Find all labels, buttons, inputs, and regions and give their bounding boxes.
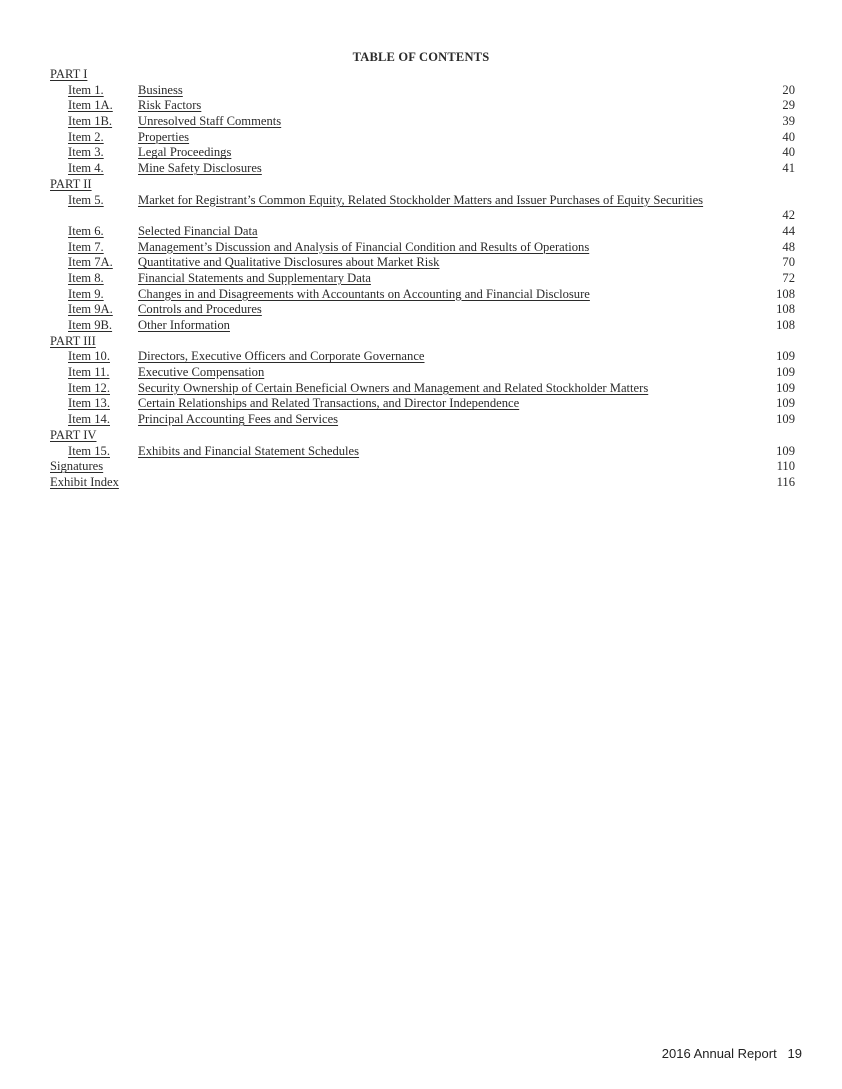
part-heading-2[interactable] <box>50 177 795 193</box>
part-link[interactable]: PART I <box>50 67 88 81</box>
part-heading-4[interactable] <box>50 428 795 444</box>
toc-row-exhibit-index[interactable] <box>50 475 795 491</box>
exhibit-index-link[interactable]: Exhibit Index <box>50 474 119 489</box>
item-title-link[interactable]: Properties <box>138 129 190 144</box>
item-number-link[interactable]: Item 9B. <box>68 318 113 333</box>
item-number-link[interactable]: Item 1B. <box>68 114 113 129</box>
toc-row[interactable] <box>50 302 795 318</box>
item-number-link[interactable]: Item 14. <box>68 412 110 427</box>
toc-row[interactable] <box>50 444 795 460</box>
item-number-link[interactable]: Item 6. <box>68 223 104 238</box>
item-title-link[interactable]: Market for Registrant’s Common Equity, Related Stockholder Matters and Issuer Purchases of Equity Securities <box>138 192 704 207</box>
part-heading-3[interactable] <box>50 334 795 350</box>
toc-row[interactable] <box>50 240 795 256</box>
item-title-link[interactable]: Executive Compensation <box>138 365 265 380</box>
part-link[interactable]: PART IV <box>50 427 97 442</box>
item-number-link[interactable]: Item 15. <box>68 443 110 458</box>
page-number: 108 <box>776 302 795 317</box>
item-number-link[interactable]: Item 10. <box>68 349 110 364</box>
footer-report-label: 2016 Annual Report <box>661 1046 777 1061</box>
page-number: 109 <box>776 443 795 458</box>
item-number-link[interactable]: Item 1. <box>68 82 104 97</box>
item-title-link[interactable]: Legal Proceedings <box>138 145 232 160</box>
page-number: 72 <box>782 270 795 285</box>
toc-row[interactable] <box>50 365 795 381</box>
item-title-link[interactable]: Other Information <box>138 318 230 333</box>
item-title-link[interactable]: Certain Relationships and Related Transactions, and Director Independence <box>138 396 520 411</box>
item-title-link[interactable]: Exhibits and Financial Statement Schedules <box>138 443 360 458</box>
item-title-link[interactable]: Business <box>138 82 183 97</box>
item-number-link[interactable]: Item 12. <box>68 380 110 395</box>
signatures-link[interactable]: Signatures <box>50 459 104 474</box>
item-number-link[interactable]: Item 5. <box>68 192 104 207</box>
page-number: 70 <box>782 255 795 270</box>
toc-row[interactable] <box>50 381 795 397</box>
page-number: 110 <box>776 459 795 474</box>
item-title-link[interactable]: Management’s Discussion and Analysis of Financial Condition and Results of Operations <box>138 239 590 254</box>
page-number: 108 <box>776 286 795 301</box>
part-link[interactable]: PART III <box>50 333 96 348</box>
item-title-link[interactable]: Selected Financial Data <box>138 223 258 238</box>
item-title-link[interactable]: Controls and Procedures <box>138 302 262 317</box>
page-number: 42 <box>782 208 795 223</box>
toc-row-signatures[interactable] <box>50 459 795 475</box>
toc-row[interactable] <box>50 193 795 224</box>
item-number-link[interactable]: Item 4. <box>68 161 104 176</box>
item-title-link[interactable]: Security Ownership of Certain Beneficial Owners and Management and Related Stockholder Matters <box>138 380 649 395</box>
toc-row[interactable] <box>50 83 795 99</box>
page-number: 109 <box>776 396 795 411</box>
page-number: 108 <box>776 318 795 333</box>
item-number-link[interactable]: Item 13. <box>68 396 110 411</box>
page-number: 109 <box>776 380 795 395</box>
table-of-contents <box>50 67 795 491</box>
toc-row[interactable] <box>50 161 795 177</box>
page-footer <box>662 1046 802 1061</box>
toc-row[interactable] <box>50 114 795 130</box>
item-title-link[interactable]: Risk Factors <box>138 98 202 113</box>
part-link[interactable]: PART II <box>50 176 92 191</box>
item-number-link[interactable]: Item 8. <box>68 270 104 285</box>
part-heading-1[interactable] <box>50 67 795 83</box>
item-number-link[interactable]: Item 3. <box>68 145 104 160</box>
toc-heading: TABLE OF CONTENTS <box>352 50 490 64</box>
page-number: 40 <box>782 129 795 144</box>
item-title-link[interactable]: Principal Accounting Fees and Services <box>138 412 339 427</box>
toc-row[interactable] <box>50 412 795 428</box>
toc-row[interactable] <box>50 271 795 287</box>
page-number: 109 <box>776 365 795 380</box>
item-number-link[interactable]: Item 7. <box>68 239 104 254</box>
page-number: 29 <box>782 98 795 113</box>
toc-row[interactable] <box>50 98 795 114</box>
item-title-link[interactable]: Quantitative and Qualitative Disclosures about Market Risk <box>138 255 440 270</box>
toc-row[interactable] <box>50 255 795 271</box>
toc-row[interactable] <box>50 349 795 365</box>
page-number: 39 <box>782 114 795 129</box>
page-number: 20 <box>782 82 795 97</box>
toc-row[interactable] <box>50 145 795 161</box>
item-title-link[interactable]: Directors, Executive Officers and Corporate Governance <box>138 349 425 364</box>
item-title-link[interactable]: Changes in and Disagreements with Accountants on Accounting and Financial Disclosure <box>138 286 590 301</box>
item-title-link[interactable]: Unresolved Staff Comments <box>138 114 282 129</box>
toc-row[interactable] <box>50 287 795 303</box>
page-number: 116 <box>776 474 795 489</box>
page-number: 48 <box>782 239 795 254</box>
toc-row[interactable] <box>50 318 795 334</box>
toc-row[interactable] <box>50 130 795 146</box>
footer-page-number: 19 <box>787 1046 802 1061</box>
page-number: 41 <box>782 161 795 176</box>
item-title-link[interactable]: Mine Safety Disclosures <box>138 161 262 176</box>
page-number: 44 <box>782 223 795 238</box>
item-title-link[interactable]: Financial Statements and Supplementary Data <box>138 270 371 285</box>
page-number: 109 <box>776 412 795 427</box>
item-number-link[interactable]: Item 2. <box>68 129 104 144</box>
toc-row[interactable] <box>50 396 795 412</box>
item-number-link[interactable]: Item 9. <box>68 286 104 301</box>
item-number-link[interactable]: Item 11. <box>68 365 110 380</box>
item-number-link[interactable]: Item 1A. <box>68 98 113 113</box>
toc-row[interactable] <box>50 224 795 240</box>
page-number: 40 <box>782 145 795 160</box>
page-number: 109 <box>776 349 795 364</box>
item-number-link[interactable]: Item 7A. <box>68 255 113 270</box>
item-number-link[interactable]: Item 9A. <box>68 302 113 317</box>
